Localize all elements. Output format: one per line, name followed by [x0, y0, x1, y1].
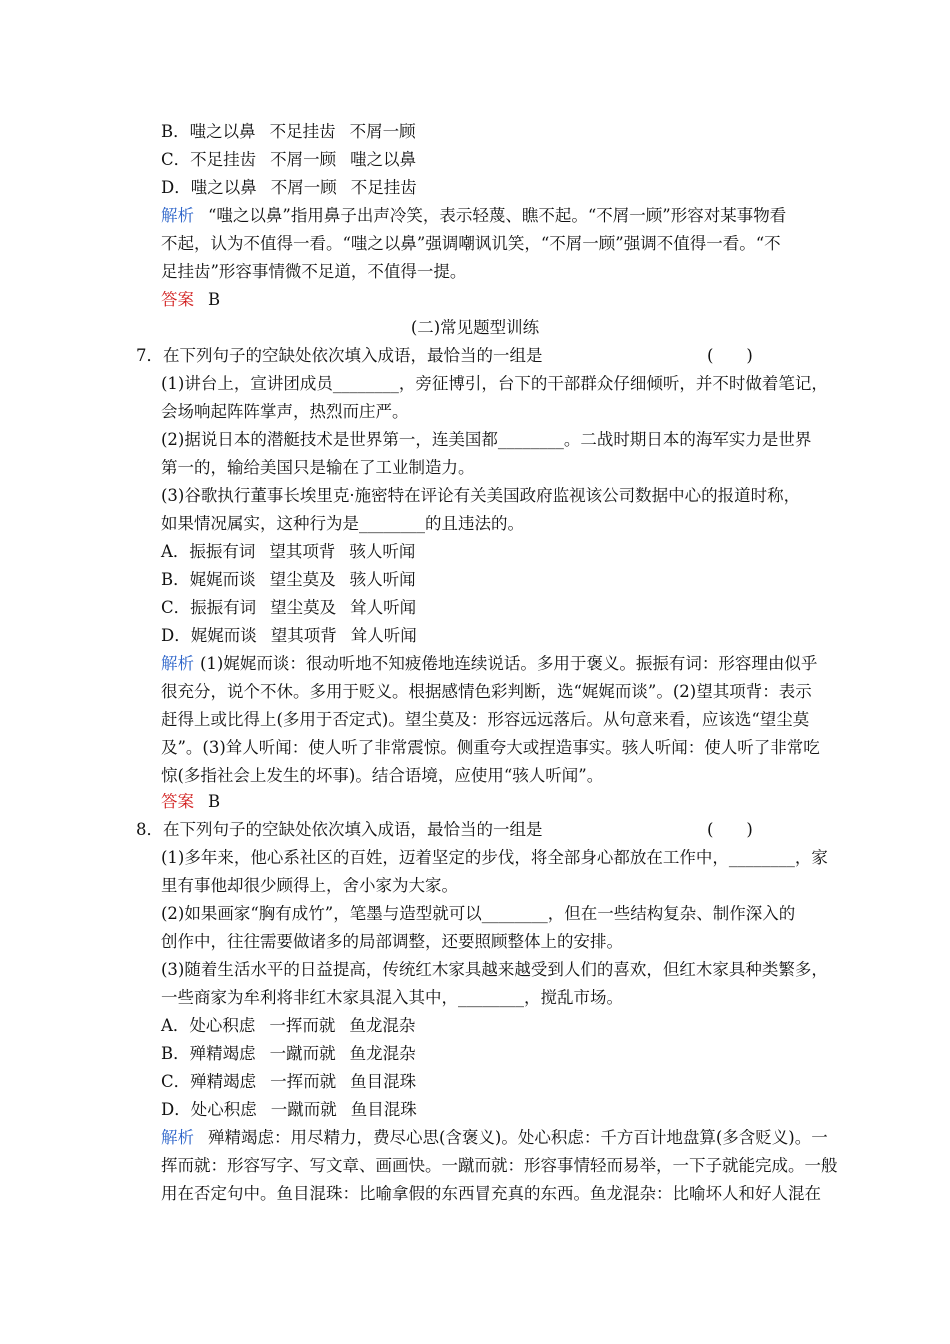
option-letter: B． — [161, 1044, 190, 1063]
option-item: 望尘莫及 — [270, 598, 337, 617]
analysis-label: 解析 — [161, 654, 194, 673]
option-letter: C． — [161, 598, 191, 617]
option-item: 处心积虑 — [190, 1100, 257, 1119]
q7-analysis-line-5: 惊(多指社会上发生的坏事)。结合语境，应使用“骇人听闻”。 — [161, 766, 604, 785]
option-item: 不足挂齿 — [350, 178, 417, 197]
option-item: 不屑一顾 — [270, 178, 337, 197]
question-number: 7． — [136, 346, 163, 365]
q6-analysis-line-2: 不起，认为不值得一看。“嗤之以鼻”强调嘲讽讥笑，“不屑一顾”强调不值得一看。“不 — [161, 234, 781, 253]
q8-sentence-line: (1)多年来，他心系社区的百姓，迈着坚定的步伐，将全部身心都放在工作中，________，家 — [161, 848, 828, 867]
option-item: 鱼目混珠 — [350, 1100, 417, 1119]
option-item: 望其项背 — [270, 626, 337, 645]
option-item: 一挥而就 — [270, 1072, 337, 1091]
option-item: 娓娓而谈 — [189, 570, 256, 589]
analysis-text: (1)娓娓而谈：很动听地不知疲倦地连续说话。多用于褒义。振振有词：形容理由似乎 — [200, 654, 818, 673]
q7-analysis-line-4: 及”。(3)耸人听闻：使人听了非常震惊。侧重夸大或捏造事实。骇人听闻：使人听了非常吃 — [161, 738, 820, 757]
option-item: 嗤之以鼻 — [350, 150, 417, 169]
q8-option-b — [161, 1044, 416, 1064]
option-letter: D． — [161, 1100, 191, 1119]
option-item: 一挥而就 — [269, 1016, 336, 1035]
q6-option-b — [161, 122, 416, 142]
option-item: 不屑一顾 — [349, 122, 416, 141]
answer-label: 答案 — [161, 792, 194, 811]
option-letter: D． — [161, 178, 191, 197]
question-stem: 在下列句子的空缺处依次填入成语，最恰当的一组是 — [163, 346, 543, 365]
q8-sentence-line: (2)如果画家“胸有成竹”，笔墨与造型就可以________，但在一些结构复杂、制作深入的 — [161, 904, 796, 923]
option-letter: B． — [161, 122, 190, 141]
option-item: 振振有词 — [190, 598, 257, 617]
section-heading: (二)常见题型训练 — [410, 318, 540, 337]
q8-sentence-line: (3)随着生活水平的日益提高，传统红木家具越来越受到人们的喜欢，但红木家具种类繁多， — [161, 960, 828, 979]
option-item: 殚精竭虑 — [189, 1044, 256, 1063]
option-letter: D． — [161, 626, 191, 645]
q7-analysis-line-3: 赶得上或比得上(多用于否定式)。望尘莫及：形容远远落后。从句意来看，应该选“望尘莫 — [161, 710, 810, 729]
q7-analysis-line-1 — [161, 654, 817, 674]
analysis-text: “嗤之以鼻”指用鼻子出声冷笑，表示轻蔑、瞧不起。“不屑一顾”形容对某事物看 — [208, 206, 787, 225]
q7-option-c — [161, 598, 416, 618]
q7-sentence-line: 如果情况属实，这种行为是________的且违法的。 — [161, 514, 524, 533]
option-item: 鱼目混珠 — [350, 1072, 417, 1091]
q8-option-a — [161, 1016, 415, 1036]
option-item: 嗤之以鼻 — [190, 178, 257, 197]
q7-answer — [161, 792, 220, 812]
q7-sentence-line: 会场响起阵阵掌声，热烈而庄严。 — [161, 402, 409, 421]
option-item: 耸人听闻 — [350, 598, 417, 617]
q7-sentence-line: (1)讲台上，宣讲团成员________，旁征博引，台下的干部群众仔细倾听，并不时做着笔记， — [161, 374, 828, 393]
q7-option-d — [161, 626, 417, 646]
q7-option-a — [161, 542, 415, 562]
q7-stem — [136, 346, 543, 366]
q8-stem — [136, 820, 543, 840]
analysis-label: 解析 — [161, 206, 194, 225]
q6-option-c — [161, 150, 416, 170]
option-letter: C． — [161, 150, 191, 169]
option-item: 不屑一顾 — [270, 150, 337, 169]
q8-sentence-line: 一些商家为牟利将非红木家具混入其中，________，搅乱市场。 — [161, 988, 623, 1007]
q7-sentence-line: 第一的，输给美国只是输在了工业制造力。 — [161, 458, 475, 477]
q8-option-c — [161, 1072, 416, 1092]
question-number: 8． — [136, 820, 163, 839]
option-item: 嗤之以鼻 — [189, 122, 256, 141]
answer-value: B — [208, 290, 221, 309]
q7-sentence-line: (2)据说日本的潜艇技术是世界第一，连美国都________。二战时期日本的海军实力是世界 — [161, 430, 812, 449]
option-letter: B． — [161, 570, 190, 589]
answer-value: B — [208, 792, 221, 811]
option-item: 鱼龙混杂 — [349, 1016, 416, 1035]
option-item: 骇人听闻 — [349, 542, 416, 561]
q6-option-d — [161, 178, 417, 198]
option-item: 耸人听闻 — [350, 626, 417, 645]
analysis-label: 解析 — [161, 1128, 194, 1147]
option-item: 不足挂齿 — [190, 150, 257, 169]
q6-analysis-line-1 — [161, 206, 786, 226]
answer-label: 答案 — [161, 290, 194, 309]
option-letter: A． — [161, 1016, 190, 1035]
analysis-text: 殚精竭虑：用尽精力，费尽心思(含褒义)。处心积虑：千方百计地盘算(多含贬义)。一 — [208, 1128, 828, 1147]
option-item: 骇人听闻 — [349, 570, 416, 589]
q7-sentence-line: (3)谷歌执行董事长埃里克·施密特在评论有关美国政府监视该公司数据中心的报道时称， — [161, 486, 801, 505]
option-item: 一蹴而就 — [269, 1044, 336, 1063]
option-letter: C． — [161, 1072, 191, 1091]
option-item: 不足挂齿 — [269, 122, 336, 141]
q8-answer-blank: ( ) — [707, 820, 753, 839]
q7-analysis-line-2: 很充分，说个不休。多用于贬义。根据感情色彩判断，选“娓娓而谈”。(2)望其项背：表示 — [161, 682, 812, 701]
q7-answer-blank: ( ) — [707, 346, 753, 365]
option-item: 望其项背 — [269, 542, 336, 561]
q8-option-d — [161, 1100, 417, 1120]
option-item: 处心积虑 — [189, 1016, 256, 1035]
q8-analysis-line-3: 用在否定句中。鱼目混珠：比喻拿假的东西冒充真的东西。鱼龙混杂：比喻坏人和好人混在 — [161, 1184, 821, 1203]
q8-sentence-line: 里有事他却很少顾得上，舍小家为大家。 — [161, 876, 458, 895]
q6-analysis-line-3: 足挂齿”形容事情微不足道，不值得一提。 — [161, 262, 467, 281]
option-item: 娓娓而谈 — [190, 626, 257, 645]
q6-answer — [161, 290, 220, 310]
option-item: 鱼龙混杂 — [349, 1044, 416, 1063]
option-item: 一蹴而就 — [270, 1100, 337, 1119]
question-stem: 在下列句子的空缺处依次填入成语，最恰当的一组是 — [163, 820, 543, 839]
option-item: 殚精竭虑 — [190, 1072, 257, 1091]
q8-analysis-line-1 — [161, 1128, 828, 1148]
q8-analysis-line-2: 挥而就：形容写字、写文章、画画快。一蹴而就：形容事情轻而易举，一下子就能完成。一般 — [161, 1156, 838, 1175]
option-letter: A． — [161, 542, 190, 561]
option-item: 望尘莫及 — [269, 570, 336, 589]
option-item: 振振有词 — [189, 542, 256, 561]
q7-option-b — [161, 570, 416, 590]
q8-sentence-line: 创作中，往往需要做诸多的局部调整，还要照顾整体上的安排。 — [161, 932, 623, 951]
